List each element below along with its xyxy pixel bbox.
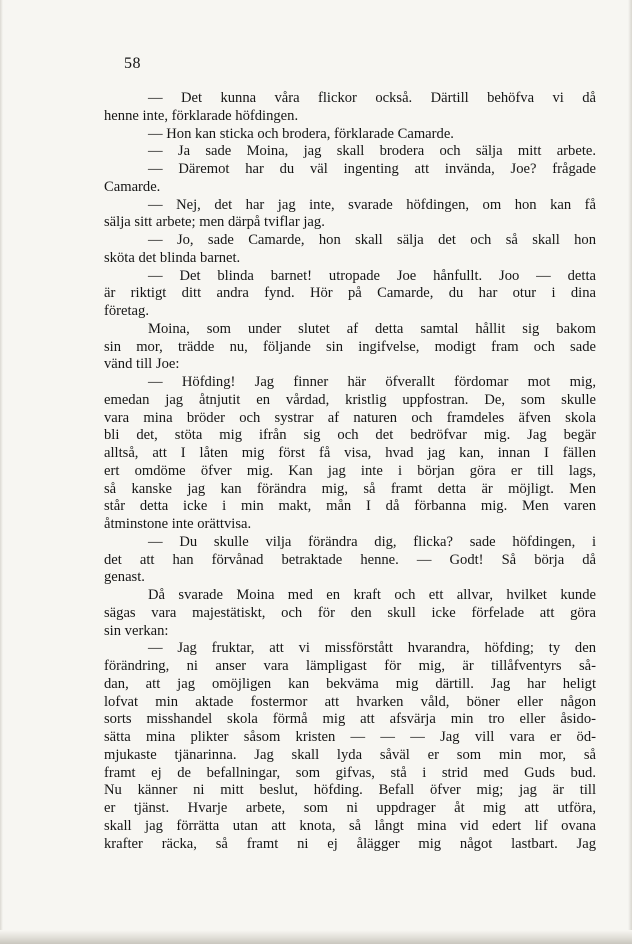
text-line: är riktigt ditt andra fynd. Hör på Camarde, du har otur i dina <box>104 285 596 302</box>
text-line: sälja sitt arbete; men därpå tviflar jag. <box>104 214 325 231</box>
text-line: — Jo, sade Camarde, hon skall sälja det och så skall hon <box>148 232 596 248</box>
text-line: — Ja sade Moina, jag skall brodera och sälja mitt arbete. <box>148 143 596 160</box>
text-line: det att han förvånad betraktade henne. — Godt! Så börja då <box>104 551 596 568</box>
text-line: krafter räcka, så framt ni ej ålägger mig något lastbart. Jag <box>104 835 596 852</box>
text-line: dan, att jag omöjligen kan bekväma mig därtill. Jag har heligt <box>104 675 596 692</box>
body-text <box>104 90 596 853</box>
page-number: 58 <box>124 55 141 72</box>
text-line: — Nej, det har jag inte, svarade höfdingen, om hon kan få <box>148 196 596 213</box>
text-line: emedan jag åtnjutit en vårdad, kristlig uppfostran. De, som skulle <box>104 391 596 408</box>
scan-shadow-bottom <box>0 930 632 944</box>
text-line: henne inte, förklarade höfdingen. <box>104 107 299 124</box>
text-line: mjukaste tjänarinna. Jag skall lyda såväl er som min mor, så <box>104 746 596 763</box>
text-line: alltså, att I låten mig först få visa, hvad jag kan, innan I fällen <box>104 445 596 461</box>
text-line: står detta icke i min makt, mån I då förbanna mig. Men varen <box>104 498 596 515</box>
text-line: ert omdöme öfver mig. Kan jag inte i början göra er till lags, <box>104 462 596 479</box>
text-line: sin verkan: <box>104 622 169 639</box>
text-line: — Det blinda barnet! utropade Joe hånfullt. Joo — detta <box>148 267 596 284</box>
text-line: vara mina bröder och systrar af naturen och framdeles äfven skola <box>104 409 596 426</box>
text-line: vänd till Joe: <box>104 356 180 373</box>
text-line: — Hon kan sticka och brodera, förklarade Camarde. <box>148 125 454 142</box>
text-line: genast. <box>104 569 145 586</box>
text-line: Då svarade Moina med en kraft och ett allvar, hvilket kunde <box>148 587 596 603</box>
text-line: sköta det blinda barnet. <box>104 249 241 266</box>
text-line: skall jag förrätta utan att knota, så långt mina vid edert lif ovana <box>104 817 596 834</box>
text-line: sin mor, trädde nu, följande sin ingifvelse, modigt fram och sade <box>104 338 596 355</box>
text-line: — Jag fruktar, att vi missförstått hvarandra, höfding; ty den <box>148 640 596 657</box>
text-line: Moina, som under slutet af detta samtal hållit sig bakom <box>148 320 596 337</box>
text-line: framt ej de befallningar, som gifvas, stå i strid med Guds bud. <box>104 764 596 781</box>
text-line: bli det, stöta mig ifrån sig och det bedröfvar mig. Jag begär <box>104 427 596 444</box>
text-line: lofvat min aktade fostermor att hvarken våld, böner eller någon <box>104 693 596 710</box>
text-line: er tjänst. Hvarje arbete, som ni uppdrager åt mig att utföra, <box>104 800 596 816</box>
text-line: åtminstone inte orättvisa. <box>104 516 252 532</box>
text-line: Nu känner ni mitt beslut, höfding. Befall öfver mig; jag är till <box>104 782 596 799</box>
text-line: — Du skulle vilja förändra dig, flicka? sade höfdingen, i <box>148 533 596 550</box>
text-line: företag. <box>104 303 149 319</box>
text-line: sägas vara majestätiskt, och för den skull icke förfelade att göra <box>104 604 596 621</box>
text-line: så kanske jag kan förändra mig, så framt detta är möjligt. Men <box>104 480 596 497</box>
text-line: Camarde. <box>104 178 161 195</box>
scan-shadow-left <box>0 0 3 944</box>
text-line: — Höfding! Jag finner här öfverallt fördomar mot mig, <box>148 374 596 390</box>
text-line: förändring, ni anser vara lämpligast för mig, är tillåfventyrs så- <box>104 658 596 674</box>
scan-shadow-right <box>628 0 632 944</box>
text-line: — Det kunna våra flickor också. Därtill behöfva vi då <box>148 90 596 106</box>
text-line: sätta mina plikter såsom kristen — — — Jag vill vara er öd- <box>104 729 596 745</box>
text-line: sorts misshandel skola förmå mig att afsvärja min tro eller åsido- <box>104 711 596 728</box>
text-line: — Däremot har du väl ingenting att invända, Joe? frågade <box>148 161 596 177</box>
